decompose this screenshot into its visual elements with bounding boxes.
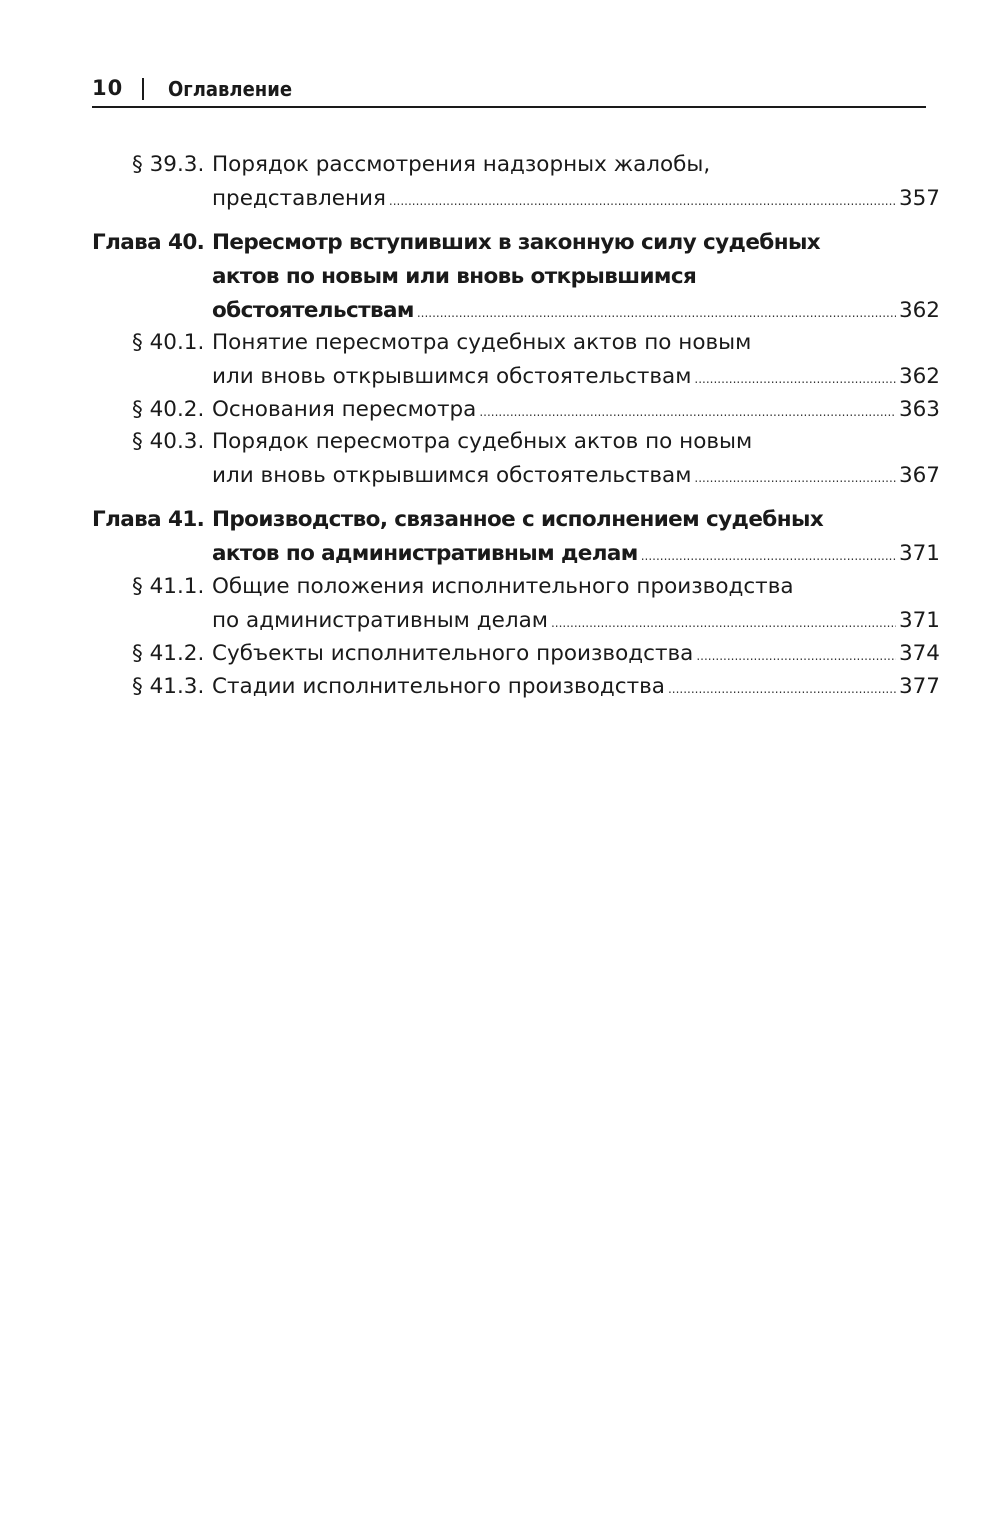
dot-leader [694,362,896,396]
toc-entry-title: представления [212,186,386,211]
header-section-title: Оглавление [168,77,293,101]
toc-chapter-title: Производство, связанное с исполнением судебных [212,507,824,532]
toc-chapter-title: обстоятельствам [212,298,414,323]
toc-entry-label: § 41.1. [132,574,205,599]
toc-entry-41-2 [92,637,940,673]
toc-entry-page: 357 [898,186,940,211]
toc-chapter-label: Глава 41. [92,507,205,532]
toc-chapter-title: актов по административным делам [212,541,638,566]
toc-entry-title: Субъекты исполнительного производства [212,641,694,666]
dot-leader [479,395,896,429]
toc-entry-40-1 [92,326,940,396]
toc-chapter-title: актов по новым или вновь открывшимся [212,264,697,289]
header-separator [142,78,144,100]
toc-entry-title: Понятие пересмотра судебных актов по новым [212,330,752,355]
toc-chapter-40 [92,226,940,330]
toc-entry-title: по административным делам [212,608,548,633]
dot-leader [696,639,896,673]
dot-leader [417,296,896,330]
toc-entry-title: Стадии исполнительного производства [212,674,665,699]
toc-entry-label: § 41.2. [132,641,205,666]
toc-entry-title: Порядок пересмотра судебных актов по новым [212,429,753,454]
toc-entry-page: 363 [898,397,940,422]
toc-chapter-page: 371 [898,541,940,566]
toc-entry-40-2 [92,393,940,429]
toc-entry-page: 367 [898,463,940,488]
dot-leader [641,539,896,573]
dot-leader [389,184,896,218]
toc-entry-title: Порядок рассмотрения надзорных жалобы, [212,152,711,177]
running-header [92,76,926,108]
toc-entry-title: или вновь открывшимся обстоятельствам [212,364,692,389]
toc-entry-page: 377 [898,674,940,699]
toc-entry-title: Основания пересмотра [212,397,477,422]
toc-entry-page: 362 [898,364,940,389]
toc-entry-page: 374 [898,641,940,666]
toc-entry-39-3 [92,148,940,218]
toc-chapter-page: 362 [898,298,940,323]
toc-entry-title: или вновь открывшимся обстоятельствам [212,463,692,488]
dot-leader [551,606,896,640]
page-number: 10 [92,76,124,100]
toc-chapter-label: Глава 40. [92,230,205,255]
dot-leader [694,461,896,495]
dot-leader [668,672,896,706]
toc-entry-label: § 40.2. [132,397,205,422]
toc-entry-41-3 [92,670,940,706]
toc-chapter-41 [92,503,940,573]
toc-entry-label: § 39.3. [132,152,205,177]
toc-entry-page: 371 [898,608,940,633]
toc-entry-label: § 40.1. [132,330,205,355]
toc-entry-41-1 [92,570,940,640]
toc-entry-title: Общие положения исполнительного производства [212,574,794,599]
toc-entry-label: § 41.3. [132,674,205,699]
toc-entry-40-3 [92,425,940,495]
toc-chapter-title: Пересмотр вступивших в законную силу судебных [212,230,821,255]
toc-entry-label: § 40.3. [132,429,205,454]
